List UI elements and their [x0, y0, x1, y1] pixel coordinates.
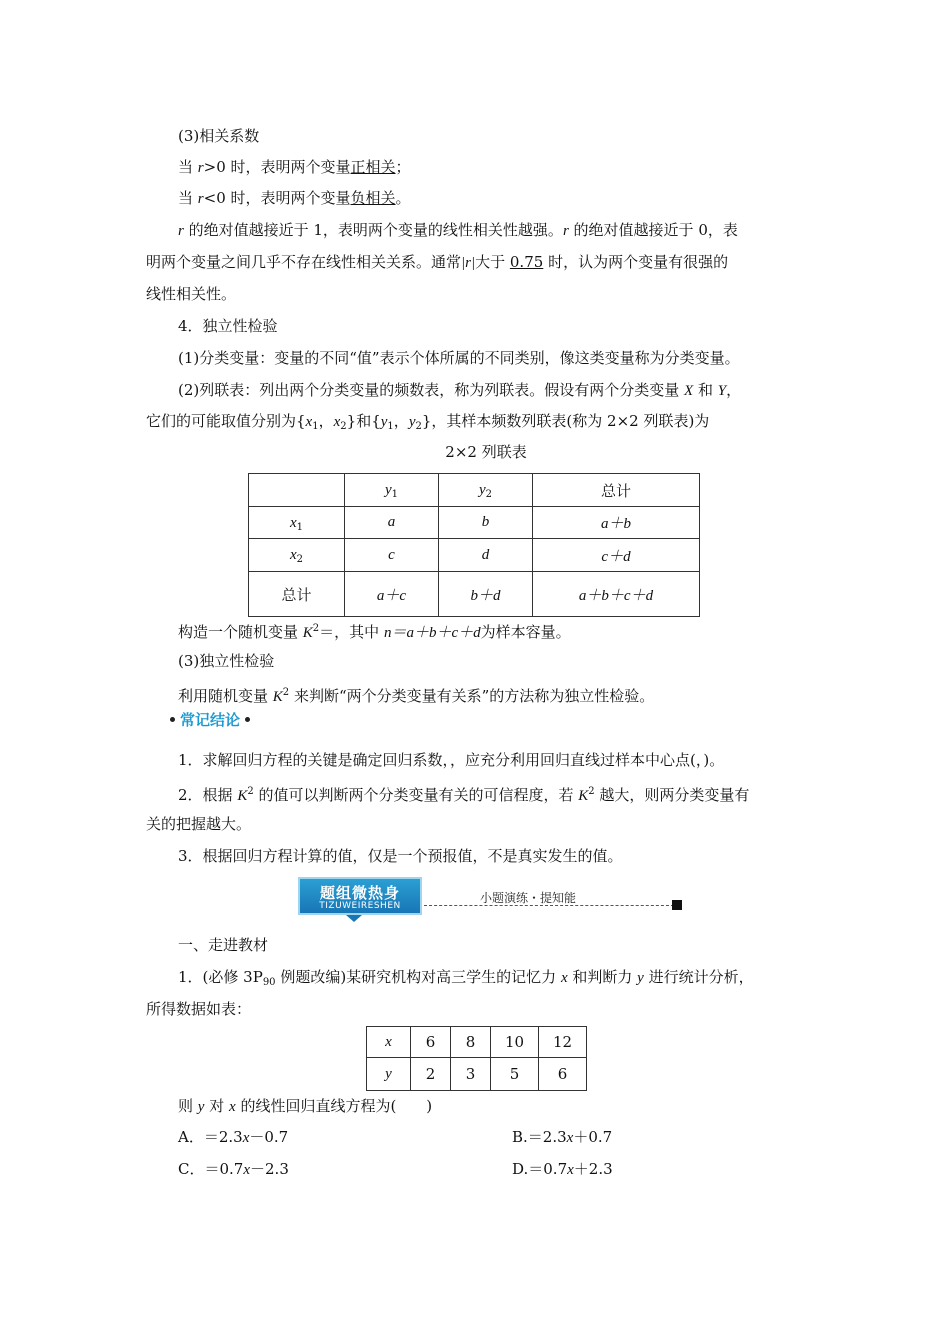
table-row [249, 572, 700, 617]
paragraph-line [178, 220, 738, 241]
text: ， [726, 381, 742, 399]
table-cell: c＋d [533, 539, 700, 572]
subscript: 1 [391, 489, 399, 500]
formula-n: n＝a＋b＋c＋d [383, 625, 481, 641]
table-row-header [249, 507, 345, 539]
text: 的绝对值越接近于 1，表明两个变量的线性相关性越强。 [183, 221, 563, 239]
var-X: X [684, 383, 694, 399]
negative-correlation-line [178, 188, 411, 209]
superscript: 2 [588, 786, 595, 797]
text: ； [395, 158, 411, 176]
table-cell: b＋d [439, 572, 533, 617]
table-row [249, 507, 700, 539]
table-cell: 2 [411, 1058, 451, 1091]
section-heading-independence-test: 4．独立性检验 [178, 317, 278, 335]
conclusion-item: 1．求解回归方程的关键是确定回归系数，，应充分利用回归直线过样本中心点(，)。 [178, 751, 725, 769]
contingency-table [248, 473, 700, 617]
text: 进行统计分析， [643, 968, 754, 986]
table-header-cell [439, 474, 533, 507]
text: －2.3 [250, 1160, 289, 1178]
superscript: 2 [282, 687, 290, 698]
text: ＋2.3 [573, 1160, 613, 1178]
abs-r: |r| [461, 255, 476, 271]
var-r: r [197, 160, 204, 176]
var-x: x [305, 414, 313, 430]
text: 来判断“两个分类变量有关系”的方法称为独立性检验。 [289, 687, 655, 705]
paragraph-line: (1)分类变量：变量的不同“值”表示个体所属的不同类别，像这类变量称为分类变量。 [178, 349, 740, 367]
text: A．＝2.3 [178, 1128, 243, 1146]
text: 1．(必修 3P [178, 968, 263, 986]
text: 明两个变量之间几乎不存在线性相关关系。通常 [146, 253, 462, 271]
var-r: r [197, 191, 204, 207]
question-line: 所得数据如表： [146, 1000, 252, 1018]
var-x: x [333, 414, 341, 430]
paragraph-line [178, 683, 654, 707]
text: 对 [204, 1097, 229, 1115]
question-line [178, 967, 754, 993]
section-heading-correlation-coefficient: (3)相关系数 [178, 127, 260, 145]
table-cell: 6 [539, 1058, 587, 1091]
subscript: 90 [262, 977, 276, 988]
var-y: y [197, 1099, 205, 1115]
text: 和 [693, 381, 718, 399]
paragraph-line [178, 380, 741, 401]
subscript: 2 [340, 421, 347, 432]
paragraph-line [178, 619, 571, 643]
superscript: 2 [247, 786, 254, 797]
var-r: r [178, 223, 184, 239]
table-caption: 2×2 列联表 [445, 443, 527, 461]
text: (2)列联表：列出两个分类变量的频数表，称为列联表。假设有两个分类变量 [178, 381, 685, 399]
text: 的绝对值越接近于 0，表 [568, 221, 738, 239]
var-y: y [637, 970, 644, 986]
text: C．＝0.7 [178, 1160, 244, 1178]
text: 当 [178, 189, 198, 207]
text: 。 [395, 189, 411, 207]
var-K: K [272, 689, 283, 705]
text: 2．根据 [178, 786, 238, 804]
table-header-cell [345, 474, 439, 507]
tag-label: 常记结论 [180, 711, 241, 729]
option-d[interactable] [512, 1159, 613, 1180]
text: 的线性回归直线方程为( ) [235, 1097, 433, 1115]
table-cell: 6 [411, 1027, 451, 1058]
text: >0 时，表明两个变量 [203, 158, 351, 176]
table-row [249, 539, 700, 572]
text: ＋0.7 [573, 1128, 613, 1146]
table-header-cell: 总计 [533, 474, 700, 507]
text: ， [318, 412, 334, 430]
text: 则 [178, 1097, 198, 1115]
section-heading-independence-test-sub: (3)独立性检验 [178, 652, 275, 670]
var-y: y [478, 482, 486, 498]
text: }，其样本频数列联表(称为 2×2 列联表)为 [421, 412, 710, 430]
subscript: 2 [415, 421, 422, 432]
subscript: 1 [387, 421, 394, 432]
table-cell: a＋b [533, 507, 700, 539]
positive-correlation-line [178, 157, 411, 178]
var-x: x [567, 1162, 574, 1178]
option-a[interactable] [178, 1127, 288, 1148]
banner-end-square-icon [672, 900, 682, 910]
var-Y: Y [717, 383, 727, 399]
text: <0 时，表明两个变量 [203, 189, 351, 207]
table-cell: c [345, 539, 439, 572]
text: 为样本容量。 [480, 623, 571, 641]
text: 的值可以判断两个分类变量有关的可信程度，若 [253, 786, 579, 804]
paragraph-line [146, 411, 709, 437]
table-cell: 8 [451, 1027, 491, 1058]
data-table [366, 1026, 587, 1091]
text: 越大，则两分类变量有 [594, 786, 750, 804]
warmup-banner [298, 873, 686, 923]
var-x: x [289, 514, 297, 531]
banner-subtitle: 小题演练・提知能 [480, 891, 577, 905]
text: 和判断力 [567, 968, 638, 986]
table-cell: 3 [451, 1058, 491, 1091]
text: ＝，其中 [319, 623, 384, 641]
question-line [178, 1096, 432, 1117]
text: 构造一个随机变量 [178, 623, 303, 641]
table-row [249, 474, 700, 507]
text: }和{ [346, 412, 381, 430]
var-y: y [408, 414, 416, 430]
subscript: 2 [296, 554, 304, 565]
table-cell: 10 [491, 1027, 539, 1058]
table-row-header: x [367, 1027, 411, 1058]
table-row-header: 总计 [249, 572, 345, 617]
text: 大于 [475, 253, 510, 271]
table-cell: 12 [539, 1027, 587, 1058]
table-cell: a [345, 507, 439, 539]
var-K: K [302, 625, 313, 641]
conclusion-item: 关的把握越大。 [146, 815, 252, 833]
subscript: 1 [312, 421, 319, 432]
table-row-header: y [367, 1058, 411, 1091]
conclusion-item [178, 782, 749, 806]
option-b[interactable] [512, 1127, 612, 1148]
subscript: 1 [296, 521, 304, 533]
var-x: x [289, 547, 297, 563]
bullet-dot-icon [170, 717, 175, 722]
paragraph-line: 线性相关性。 [146, 285, 237, 303]
bullet-dot-icon [245, 717, 250, 722]
text: 当 [178, 158, 198, 176]
banner-box [298, 877, 422, 915]
table-row [367, 1027, 587, 1058]
text: D.＝0.7 [512, 1160, 568, 1178]
var-x: x [242, 1130, 250, 1146]
var-x: x [229, 1099, 236, 1115]
table-cell: b [439, 507, 533, 539]
var-x: x [566, 1130, 574, 1146]
text: B.＝2.3 [512, 1128, 567, 1146]
table-cell: d [439, 539, 533, 572]
table-row-header [249, 539, 345, 572]
var-x: x [243, 1162, 251, 1178]
var-y: y [384, 482, 392, 498]
banner-pointer-icon [346, 915, 362, 922]
paragraph-line [146, 252, 728, 273]
text: ， [393, 412, 409, 430]
banner-pinyin: TIZUWEIRESHEN [319, 901, 401, 911]
answer-negative: 负相关 [350, 189, 396, 207]
var-K: K [578, 788, 589, 804]
text: 时，认为两个变量有很强的 [543, 253, 729, 271]
banner-title: 题组微热身 [319, 884, 400, 902]
var-x: x [560, 970, 568, 986]
table-cell-empty [249, 474, 345, 507]
answer-positive: 正相关 [350, 158, 396, 176]
text: 利用随机变量 [178, 687, 273, 705]
superscript: 2 [312, 623, 320, 634]
var-r: r [562, 223, 569, 239]
table-cell: 5 [491, 1058, 539, 1091]
text: 它们的可能取值分别为{ [146, 412, 306, 430]
text: 例题改编)某研究机构对高三学生的记忆力 [275, 968, 561, 986]
text: －0.7 [249, 1128, 289, 1146]
var-K: K [237, 788, 248, 804]
conclusion-item: 3．根据回归方程计算的值，仅是一个预报值，不是真实发生的值。 [178, 847, 623, 865]
table-cell: a＋c [345, 572, 439, 617]
table-cell: a＋b＋c＋d [533, 572, 700, 617]
remember-conclusions-tag [170, 709, 250, 730]
answer-threshold: 0.75 [509, 253, 544, 271]
option-c[interactable] [178, 1159, 289, 1180]
part-heading: 一、走进教材 [178, 936, 269, 954]
table-row [367, 1058, 587, 1091]
subscript: 2 [485, 489, 493, 500]
var-y: y [380, 414, 388, 430]
